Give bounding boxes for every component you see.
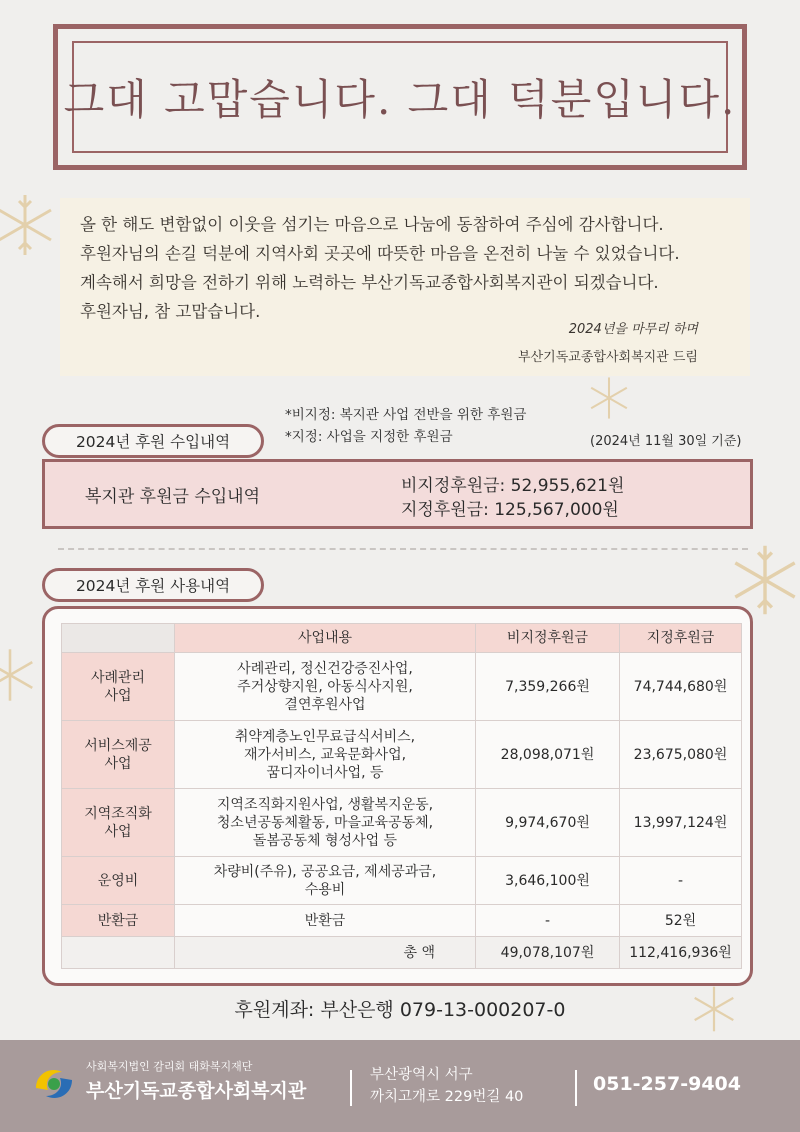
org-parent-name: 사회복지법인 감리회 태화복지재단 — [86, 1060, 253, 1073]
org-name: 부산기독교종합사회복지관 — [86, 1080, 307, 1102]
title-inner-frame — [63, 41, 737, 153]
phone-number: 051-257-9404 — [593, 1073, 741, 1095]
row-non-designated: 28,098,071원 — [476, 721, 620, 789]
note-as-of-date: (2024년 11월 30일 기준) — [590, 434, 742, 449]
title-frame — [53, 24, 747, 170]
footer — [0, 1040, 800, 1132]
column-header: 비지정후원금 — [476, 624, 620, 653]
row-non-designated: 3,646,100원 — [476, 857, 620, 905]
snowflake-icon — [585, 374, 633, 422]
income-label: 복지관 후원금 수입내역 — [85, 487, 261, 507]
message-closing: 2024년을 마무리 하며 — [568, 322, 698, 337]
usage-table — [61, 623, 742, 969]
total-non-designated: 49,078,107원 — [476, 937, 620, 969]
message-line: 후원자님, 참 고맙습니다. — [80, 302, 261, 321]
footer-separator — [575, 1070, 577, 1106]
row-content: 사례관리, 정신건강증진사업, 주거상향지원, 아동식사지원, 결연후원사업 — [175, 653, 476, 721]
table-corner-cell — [62, 624, 175, 653]
message-signature: 부산기독교종합사회복지관 드림 — [518, 350, 698, 365]
donation-account: 후원계좌: 부산은행 079-13-000207-0 — [234, 999, 566, 1021]
usage-heading: 2024년 후원 사용내역 — [42, 568, 264, 602]
note-designated: *지정: 사업을 지정한 후원금 — [285, 429, 453, 445]
row-designated: 74,744,680원 — [620, 653, 742, 721]
thank-you-message — [60, 198, 750, 376]
message-line: 올 한 해도 변함없이 이웃을 섬기는 마음으로 나눔에 동참하여 주심에 감사합니다. — [80, 215, 664, 234]
row-non-designated: 7,359,266원 — [476, 653, 620, 721]
income-designated: 지정후원금: 125,567,000원 — [401, 500, 619, 520]
total-empty-cell — [62, 937, 175, 969]
address-line: 까치고개로 229번길 40 — [370, 1089, 524, 1105]
income-heading: 2024년 후원 수입내역 — [42, 424, 264, 458]
table-row — [62, 789, 742, 857]
address-line: 부산광역시 서구 — [370, 1067, 473, 1083]
section-divider — [58, 548, 748, 550]
total-label: 총 액 — [175, 937, 476, 969]
row-content: 지역조직화지원사업, 생활복지운동, 청소년공동체활동, 마을교육공동체, 돌봄공동체 형성사업 등 — [175, 789, 476, 857]
note-non-designated: *비지정: 복지관 사업 전반을 위한 후원금 — [285, 407, 527, 423]
row-category: 운영비 — [62, 857, 175, 905]
row-designated: 13,997,124원 — [620, 789, 742, 857]
table-row — [62, 653, 742, 721]
row-content: 반환금 — [175, 905, 476, 937]
table-row — [62, 857, 742, 905]
row-category: 반환금 — [62, 905, 175, 937]
footer-separator — [350, 1070, 352, 1106]
row-non-designated: - — [476, 905, 620, 937]
organization-logo-icon — [30, 1060, 78, 1108]
total-designated: 112,416,936원 — [620, 937, 742, 969]
org-address — [370, 1064, 523, 1108]
row-designated: - — [620, 857, 742, 905]
row-content: 차량비(주유), 공공요금, 제세공과금, 수용비 — [175, 857, 476, 905]
income-box — [42, 459, 753, 529]
table-row — [62, 721, 742, 789]
row-category: 지역조직화 사업 — [62, 789, 175, 857]
message-line: 후원자님의 손길 덕분에 지역사회 곳곳에 따뜻한 마음을 온전히 나눌 수 있었습니다. — [80, 244, 680, 263]
income-non-designated: 비지정후원금: 52,955,621원 — [401, 476, 625, 496]
row-category: 서비스제공 사업 — [62, 721, 175, 789]
row-content: 취약계층노인무료급식서비스, 재가서비스, 교육문화사업, 꿈디자이너사업, 등 — [175, 721, 476, 789]
message-line: 계속해서 희망을 전하기 위해 노력하는 부산기독교종합사회복지관이 되겠습니다. — [80, 273, 659, 292]
total-row — [62, 937, 742, 969]
snowflake-icon — [0, 185, 60, 265]
row-designated: 23,675,080원 — [620, 721, 742, 789]
usage-box — [42, 606, 753, 986]
row-category: 사례관리 사업 — [62, 653, 175, 721]
column-header: 사업내용 — [175, 624, 476, 653]
page-title: 그대 고맙습니다. 그대 덕분입니다. — [63, 75, 737, 124]
row-designated: 52원 — [620, 905, 742, 937]
table-row — [62, 905, 742, 937]
column-header: 지정후원금 — [620, 624, 742, 653]
snowflake-icon — [0, 620, 40, 730]
row-non-designated: 9,974,670원 — [476, 789, 620, 857]
